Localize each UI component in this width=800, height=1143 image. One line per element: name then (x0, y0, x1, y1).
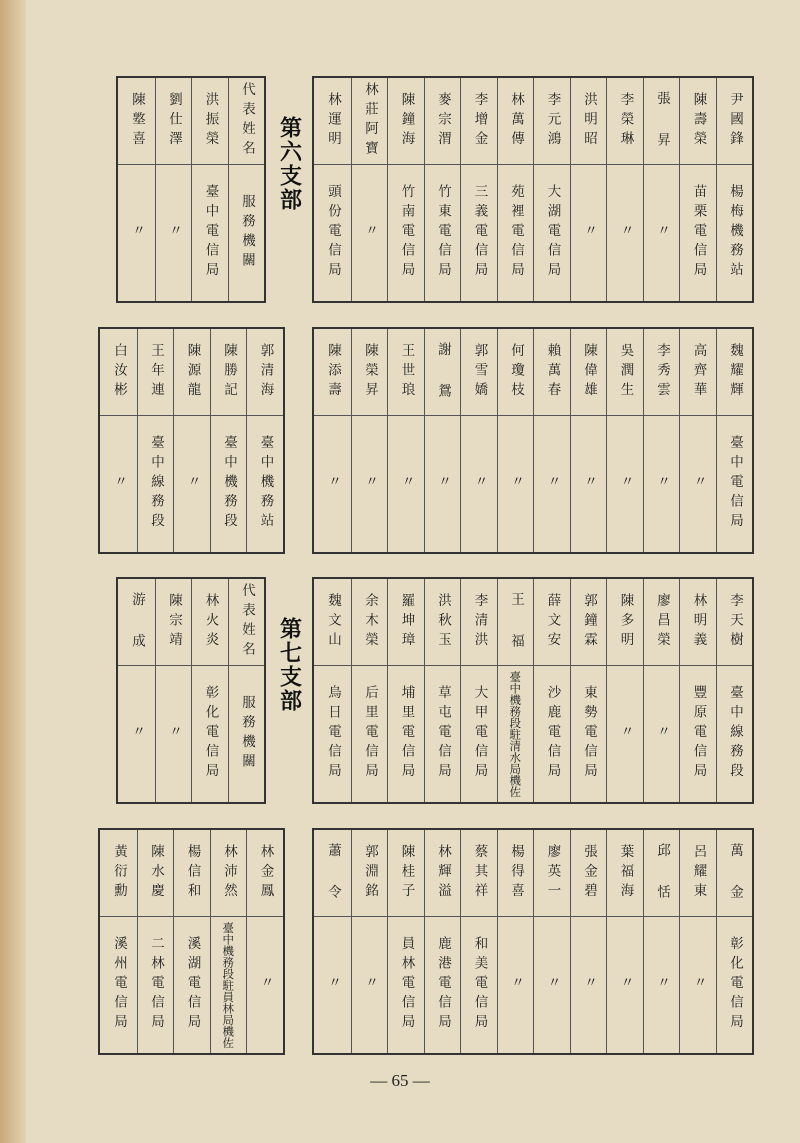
member-name-cell: 陳鐘海 (388, 78, 424, 165)
table-row (228, 579, 265, 802)
member-name-cell: 黃衍勳 (100, 830, 137, 917)
member-name-cell: 陳宗靖 (156, 579, 192, 666)
table-left-block (116, 76, 266, 303)
table-row (679, 579, 716, 802)
member-table (98, 76, 754, 303)
table-left-block (116, 577, 266, 804)
table-row (314, 78, 351, 301)
member-name-cell: 麥宗渭 (425, 78, 461, 165)
table-row (155, 78, 192, 301)
service-org-cell: 〃 (581, 474, 597, 494)
member-name-cell: 李元鴻 (534, 78, 570, 165)
section-title (266, 76, 312, 303)
table-row (606, 830, 643, 1053)
member-name-cell: 白汝彬 (100, 329, 137, 416)
service-org-cell: 〃 (184, 474, 201, 494)
service-org-cell: 服務機關 (239, 194, 255, 272)
member-name-cell: 葉福海 (607, 830, 643, 917)
member-name-cell: 李榮琳 (607, 78, 643, 165)
service-org-cell: 〃 (325, 474, 341, 494)
member-name-cell: 李秀雲 (644, 329, 680, 416)
table-row (228, 78, 265, 301)
member-name-cell: 李清洪 (461, 579, 497, 666)
member-name-cell: 代表姓名 (229, 78, 265, 165)
table-right-block (312, 577, 754, 804)
service-org-cell: 竹東電信局 (435, 184, 451, 282)
service-org-cell: 〃 (129, 724, 145, 744)
service-org-cell: 〃 (129, 223, 145, 243)
member-name-cell: 何瓊枝 (498, 329, 534, 416)
service-org-cell: 臺中機務段駐員林局機佐 (221, 921, 236, 1049)
service-org-cell: 〃 (508, 474, 524, 494)
member-name-cell: 陳水慶 (138, 830, 174, 917)
table-row (155, 579, 192, 802)
table-row (210, 830, 247, 1053)
service-org-cell: 東勢電信局 (581, 685, 597, 783)
table-row (533, 830, 570, 1053)
table-row (570, 78, 607, 301)
table-row (351, 579, 388, 802)
member-name-cell: 林莊阿寶 (352, 78, 388, 165)
table-row (210, 329, 247, 552)
member-name-cell: 林明義 (680, 579, 716, 666)
table-row (424, 329, 461, 552)
table-row (606, 579, 643, 802)
page-edge (0, 0, 26, 1143)
service-org-cell: 苑裡電信局 (508, 184, 524, 282)
service-org-cell: 三義電信局 (471, 184, 488, 282)
table-row (643, 830, 680, 1053)
member-name-cell: 林輝溢 (425, 830, 461, 917)
member-name-cell: 郭雪嬌 (461, 329, 497, 416)
member-name-cell: 林萬傳 (498, 78, 534, 165)
service-org-cell: 草屯電信局 (435, 685, 451, 783)
service-org-cell: 臺中機務段駐清水局機佐 (508, 670, 523, 798)
member-name-cell: 洪秋玉 (425, 579, 461, 666)
member-name-cell: 蔡其祥 (461, 830, 497, 917)
service-org-cell: 員林電信局 (398, 936, 415, 1034)
member-name-cell: 李天樹 (717, 579, 753, 666)
service-org-cell: 〃 (617, 223, 634, 243)
member-name-cell: 謝 鴛 (425, 329, 461, 416)
table-row (351, 78, 388, 301)
table-row (643, 579, 680, 802)
member-name-cell: 陳桂子 (388, 830, 424, 917)
table-row (679, 329, 716, 552)
service-org-cell: 〃 (654, 975, 670, 995)
table-row (100, 329, 137, 552)
table-left-block (98, 327, 285, 554)
service-org-cell: 〃 (508, 975, 524, 995)
service-org-cell: 〃 (325, 975, 341, 995)
service-org-cell: 〃 (690, 474, 707, 494)
table-row (246, 329, 283, 552)
service-org-cell: 〃 (617, 975, 634, 995)
member-name-cell: 洪振榮 (192, 78, 228, 165)
table-row (314, 579, 351, 802)
service-org-cell: 溪州電信局 (111, 936, 127, 1034)
table-row (533, 78, 570, 301)
table-row (173, 830, 210, 1053)
table-row (643, 329, 680, 552)
member-name-cell: 王 福 (498, 579, 534, 666)
table-row (351, 830, 388, 1053)
service-org-cell: 〃 (166, 223, 182, 243)
table-row (173, 329, 210, 552)
service-org-cell: 臺中線務段 (727, 685, 743, 783)
service-org-cell: 臺中機務段 (221, 435, 237, 533)
service-org-cell: 〃 (654, 724, 670, 744)
member-name-cell: 王世琅 (388, 329, 424, 416)
member-name-cell: 陳偉雄 (571, 329, 607, 416)
service-org-cell: 沙鹿電信局 (544, 685, 561, 783)
member-name-cell: 陳源龍 (174, 329, 210, 416)
service-org-cell: 〃 (362, 223, 378, 243)
table-row (679, 78, 716, 301)
member-name-cell: 張 昇 (644, 78, 680, 165)
member-name-cell: 高齊華 (680, 329, 716, 416)
member-name-cell: 林沛然 (211, 830, 247, 917)
page-number: — 65 — (370, 1071, 430, 1090)
table-row (716, 579, 753, 802)
service-org-cell: 大湖電信局 (544, 184, 561, 282)
table-row (570, 579, 607, 802)
member-name-cell: 張金碧 (571, 830, 607, 917)
table-row (387, 830, 424, 1053)
table-row (679, 830, 716, 1053)
table-right-block (312, 327, 754, 554)
table-row (570, 830, 607, 1053)
table-row (716, 830, 753, 1053)
table-row (387, 78, 424, 301)
member-name-cell: 王年連 (138, 329, 174, 416)
member-table (98, 327, 754, 554)
service-org-cell: 豐原電信局 (690, 685, 707, 783)
member-name-cell: 郭淵銘 (352, 830, 388, 917)
member-name-cell: 游 成 (118, 579, 155, 666)
member-name-cell: 楊信和 (174, 830, 210, 917)
section-title (285, 327, 313, 554)
table-row (716, 78, 753, 301)
member-name-cell: 林運明 (314, 78, 351, 165)
table-row (497, 830, 534, 1053)
member-name-cell: 魏文山 (314, 579, 351, 666)
service-org-cell: 〃 (654, 474, 670, 494)
member-name-cell: 李增金 (461, 78, 497, 165)
service-org-cell: 竹南電信局 (398, 184, 415, 282)
member-name-cell: 陳墪喜 (118, 78, 155, 165)
member-name-cell: 萬 金 (717, 830, 753, 917)
table-row (643, 78, 680, 301)
member-name-cell: 陳勝記 (211, 329, 247, 416)
table-right-block (312, 828, 754, 1055)
service-org-cell: 〃 (435, 474, 451, 494)
member-name-cell: 蕭 令 (314, 830, 351, 917)
section-title-text: 第六支部 (276, 116, 302, 212)
member-name-cell: 羅坤璋 (388, 579, 424, 666)
service-org-cell: 〃 (166, 724, 182, 744)
table-row (314, 329, 351, 552)
service-org-cell: 〃 (544, 474, 561, 494)
service-org-cell: 〃 (398, 474, 415, 494)
table-row (533, 329, 570, 552)
service-org-cell: 溪湖電信局 (184, 936, 201, 1034)
service-org-cell: 烏日電信局 (325, 685, 341, 783)
table-row (533, 579, 570, 802)
table-row (314, 830, 351, 1053)
member-name-cell: 廖英一 (534, 830, 570, 917)
table-row (246, 830, 283, 1053)
table-row (424, 78, 461, 301)
table-row (118, 579, 155, 802)
table-row (497, 329, 534, 552)
table-row (570, 329, 607, 552)
table-row (716, 329, 753, 552)
table-row (118, 78, 155, 301)
service-org-cell: 鹿港電信局 (435, 936, 451, 1034)
table-row (606, 329, 643, 552)
table-row (424, 830, 461, 1053)
member-name-cell: 邱 恬 (644, 830, 680, 917)
service-org-cell: 頭份電信局 (325, 184, 341, 282)
member-name-cell: 楊得喜 (498, 830, 534, 917)
table-row (137, 830, 174, 1053)
member-name-cell: 尹國鋒 (717, 78, 753, 165)
service-org-cell: 埔里電信局 (398, 685, 415, 783)
member-name-cell: 林火炎 (192, 579, 228, 666)
member-name-cell: 代表姓名 (229, 579, 265, 666)
table-row (460, 78, 497, 301)
service-org-cell: 臺中線務段 (148, 435, 164, 533)
member-name-cell: 薛文安 (534, 579, 570, 666)
table-row (606, 78, 643, 301)
member-name-cell: 陳多明 (607, 579, 643, 666)
service-org-cell: 〃 (111, 474, 127, 494)
service-org-cell: 〃 (362, 975, 378, 995)
service-org-cell: 〃 (654, 223, 670, 243)
table-row (497, 78, 534, 301)
service-org-cell: 臺中電信局 (202, 184, 219, 282)
member-name-cell: 郭清海 (247, 329, 283, 416)
service-org-cell: 服務機關 (239, 695, 255, 773)
member-name-cell: 魏耀輝 (717, 329, 753, 416)
member-name-cell: 陳添壽 (314, 329, 351, 416)
member-table (98, 577, 754, 804)
table-row (424, 579, 461, 802)
table-row (460, 579, 497, 802)
service-org-cell: 大甲電信局 (471, 685, 488, 783)
service-org-cell: 彰化電信局 (727, 936, 743, 1034)
table-row (100, 830, 137, 1053)
service-org-cell: 〃 (581, 223, 597, 243)
member-name-cell: 林金鳳 (247, 830, 283, 917)
member-name-cell: 廖昌榮 (644, 579, 680, 666)
service-org-cell: 二林電信局 (148, 936, 164, 1034)
member-name-cell: 陳榮昇 (352, 329, 388, 416)
service-org-cell: 〃 (617, 474, 634, 494)
table-row (351, 329, 388, 552)
service-org-cell: 臺中電信局 (727, 435, 743, 533)
service-org-cell: 〃 (544, 975, 561, 995)
service-org-cell: 后里電信局 (362, 685, 378, 783)
member-name-cell: 賴萬春 (534, 329, 570, 416)
table-row (460, 329, 497, 552)
table-right-block (312, 76, 754, 303)
service-org-cell: 臺中機務站 (257, 435, 274, 533)
table-left-block (98, 828, 285, 1055)
section-title-text: 第七支部 (276, 617, 302, 713)
service-org-cell: 彰化電信局 (202, 685, 219, 783)
service-org-cell: 和美電信局 (471, 936, 488, 1034)
table-row (387, 329, 424, 552)
table-row (387, 579, 424, 802)
member-name-cell: 洪明昭 (571, 78, 607, 165)
table-row (497, 579, 534, 802)
member-name-cell: 陳壽榮 (680, 78, 716, 165)
member-name-cell: 呂耀東 (680, 830, 716, 917)
service-org-cell: 苗栗電信局 (690, 184, 707, 282)
table-row (191, 78, 228, 301)
table-row (191, 579, 228, 802)
member-name-cell: 劉仕澤 (156, 78, 192, 165)
service-org-cell: 〃 (257, 975, 274, 995)
member-table (98, 828, 754, 1055)
service-org-cell: 〃 (581, 975, 597, 995)
section-title (285, 828, 313, 1055)
table-row (460, 830, 497, 1053)
member-name-cell: 余木榮 (352, 579, 388, 666)
section-title (266, 577, 312, 804)
table-row (137, 329, 174, 552)
service-org-cell: 楊梅機務站 (727, 184, 743, 282)
service-org-cell: 〃 (471, 474, 488, 494)
service-org-cell: 〃 (362, 474, 378, 494)
member-name-cell: 吳潤生 (607, 329, 643, 416)
service-org-cell: 〃 (690, 975, 707, 995)
service-org-cell: 〃 (617, 724, 634, 744)
member-name-cell: 郭鐘霖 (571, 579, 607, 666)
